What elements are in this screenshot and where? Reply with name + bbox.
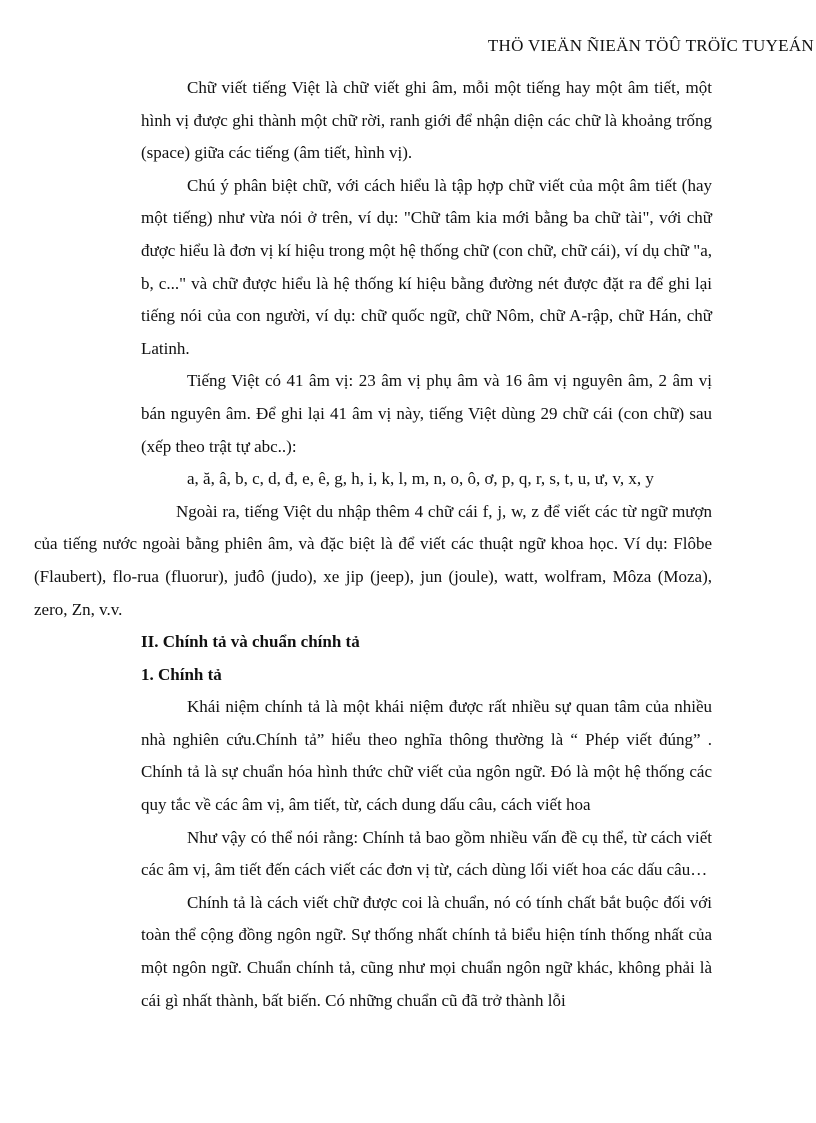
paragraph-nhu-vay: Như vậy có thể nói rằng: Chính tả bao gồm nhiều vấn đề cụ thể, từ cách viết các âm vị, âm tiết đến cách viết các đơn vị từ, cách dùng lối viết hoa các dấu câu… xyxy=(141,827,712,880)
paragraph-khai-niem: Khái niệm chính tả là một khái niệm được rất nhiều sự quan tâm của nhiều nhà nghiên cứu.Chính tả” hiểu theo nghĩa thông thường là “ Phép viết đúng” . Chính tả là sự chuẩn hóa hình thức chữ viết của ngôn ngữ. Đó là một hệ thống các quy tắc về các âm vị, âm tiết, từ, cách dung dấu câu, cách viết hoa xyxy=(141,697,712,815)
paragraph-am-vi: Tiếng Việt có 41 âm vị: 23 âm vị phụ âm và 16 âm vị nguyên âm, 2 âm vị bán nguyên âm. Để ghi lại 41 âm vị này, tiếng Việt dùng 29 chữ cái (con chữ) sau (xếp theo trật tự abc..): xyxy=(141,371,712,456)
subsection-heading: 1. Chính tả xyxy=(141,664,222,684)
alphabet-list: a, ă, â, b, c, d, đ, e, ê, g, h, i, k, l, m, n, o, ô, ơ, p, q, r, s, t, u, ư, v, x, y xyxy=(187,469,654,489)
paragraph-chuan: Chính tả là cách viết chữ được coi là chuẩn, nó có tính chất bắt buộc đối với toàn thể cộng đồng ngôn ngữ. Sự thống nhất chính tả biểu hiện tính thống nhất của một ngôn ngữ. Chuẩn chính tả, cũng như mọi chuẩn ngôn ngữ khác, không phải là cái gì nhất thành, bất biến. Có những chuẩn cũ đã trở thành lỗi xyxy=(141,892,712,1010)
paragraph-phan-biet-chu: Chú ý phân biệt chữ, với cách hiểu là tập hợp chữ viết của một âm tiết (hay một tiếng) như vừa nói ở trên, ví dụ: "Chữ tâm kia mới bằng ba chữ tài", với chữ được hiểu là đơn vị kí hiệu trong một hệ thống chữ (con chữ, chữ cái), ví dụ chữ "a, b, c..." và chữ được hiểu là hệ thống kí hiệu bằng đường nét được đặt ra để ghi lại tiếng nói của con người, ví dụ: chữ quốc ngữ, chữ Nôm, chữ A-rập, chữ Hán, chữ Latinh. xyxy=(141,175,712,358)
paragraph-chu-viet: Chữ viết tiếng Việt là chữ viết ghi âm, mỗi một tiếng hay một âm tiết, một hình vị được ghi thành một chữ rời, ranh giới để nhận diện các chữ là khoảng trống (space) giữa các tiếng (âm tiết, hình vị). xyxy=(141,78,712,163)
section-heading: II. Chính tả và chuẩn chính tả xyxy=(141,632,360,652)
paragraph-ngoai-ra: Ngoài ra, tiếng Việt du nhập thêm 4 chữ cái f, j, w, z để viết các từ ngữ mượn của tiếng nước ngoài bằng phiên âm, và đặc biệt là để viết các thuật ngữ khoa học. Ví dụ: Flôbe (Flaubert), flo-rua (fluorur), juđô (judo), xe jip (jeep), jun (joule), watt, wolfram, Môza (Moza), zero, Zn, v.v. xyxy=(34,501,712,619)
running-header: THÖ VIEÄN ÑIEÄN TÖÛ TRÖÏC TUYEÁN xyxy=(487,36,814,55)
document-body xyxy=(34,72,712,1017)
